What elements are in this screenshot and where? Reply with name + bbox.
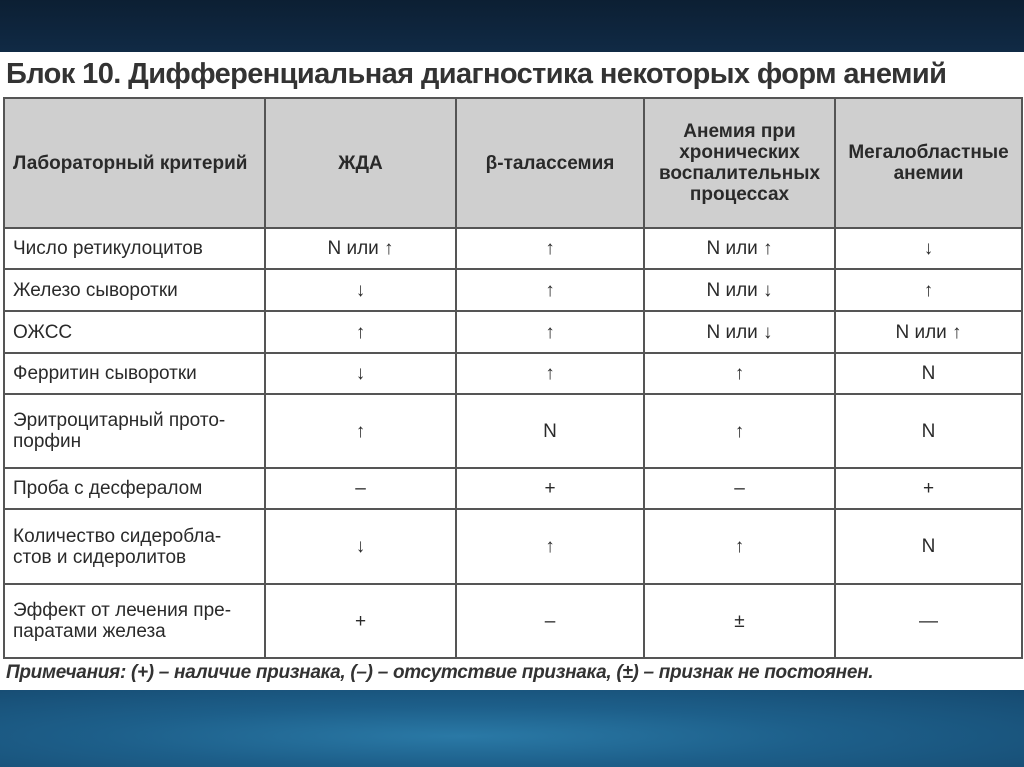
cell-megaloblastic: N: [835, 509, 1022, 584]
slide-title: Блок 10. Дифференциальная диагностика некоторых форм анемий: [6, 58, 947, 90]
cell-megaloblastic: N: [835, 353, 1022, 394]
cell-ida: ↓: [265, 509, 456, 584]
cell-megaloblastic: ↑: [835, 269, 1022, 311]
table-header-row: [4, 98, 1022, 228]
cell-ida: ↑: [265, 394, 456, 468]
table-note: Примечания: (+) – наличие признака, (–) – отсутствие признака, (±) – признак не постоянен.: [6, 662, 874, 683]
cell-chronic-inflammation: ↑: [644, 509, 835, 584]
cell-megaloblastic: +: [835, 468, 1022, 509]
table-row: [4, 509, 1022, 584]
cell-ida: ↓: [265, 269, 456, 311]
header-criterion: Лабораторный критерий: [4, 98, 265, 228]
row-criterion: Эффект от лечения пре-паратами железа: [4, 584, 265, 658]
cell-chronic-inflammation: N или ↑: [644, 228, 835, 269]
cell-megaloblastic: ↓: [835, 228, 1022, 269]
cell-beta-thalassemia: ↑: [456, 228, 644, 269]
top-banner: [0, 0, 1024, 52]
cell-chronic-inflammation: N или ↓: [644, 311, 835, 353]
slide-content: [0, 52, 1024, 690]
table-row: [4, 311, 1022, 353]
cell-ida: –: [265, 468, 456, 509]
row-criterion: ОЖСС: [4, 311, 265, 353]
row-criterion: Железо сыворотки: [4, 269, 265, 311]
cell-chronic-inflammation: ↑: [644, 353, 835, 394]
cell-chronic-inflammation: –: [644, 468, 835, 509]
table-row: [4, 353, 1022, 394]
cell-chronic-inflammation: ±: [644, 584, 835, 658]
header-megaloblastic-anemia: Мегалобластные анемии: [835, 98, 1022, 228]
header-beta-thalassemia: β-талассемия: [456, 98, 644, 228]
row-criterion: Проба с десфералом: [4, 468, 265, 509]
cell-megaloblastic: N: [835, 394, 1022, 468]
header-ida: ЖДА: [265, 98, 456, 228]
cell-ida: +: [265, 584, 456, 658]
cell-ida: N или ↑: [265, 228, 456, 269]
cell-beta-thalassemia: –: [456, 584, 644, 658]
cell-megaloblastic: N или ↑: [835, 311, 1022, 353]
cell-ida: ↑: [265, 311, 456, 353]
cell-beta-thalassemia: +: [456, 468, 644, 509]
row-criterion: Ферритин сыворотки: [4, 353, 265, 394]
cell-beta-thalassemia: N: [456, 394, 644, 468]
cell-chronic-inflammation: N или ↓: [644, 269, 835, 311]
header-chronic-inflammation-anemia: Анемия при хронических воспалительных процессах: [644, 98, 835, 228]
cell-beta-thalassemia: ↑: [456, 509, 644, 584]
table-row: [4, 394, 1022, 468]
cell-beta-thalassemia: ↑: [456, 353, 644, 394]
cell-megaloblastic: —: [835, 584, 1022, 658]
bottom-banner: [0, 690, 1024, 767]
table-row: [4, 269, 1022, 311]
table-row: [4, 228, 1022, 269]
table-row: [4, 468, 1022, 509]
cell-chronic-inflammation: ↑: [644, 394, 835, 468]
cell-beta-thalassemia: ↑: [456, 311, 644, 353]
row-criterion: Число ретикулоцитов: [4, 228, 265, 269]
cell-beta-thalassemia: ↑: [456, 269, 644, 311]
row-criterion: Количество сидеробла-стов и сидеролитов: [4, 509, 265, 584]
table-row: [4, 584, 1022, 658]
diagnosis-table: [3, 97, 1023, 659]
cell-ida: ↓: [265, 353, 456, 394]
row-criterion: Эритроцитарный прото-порфин: [4, 394, 265, 468]
